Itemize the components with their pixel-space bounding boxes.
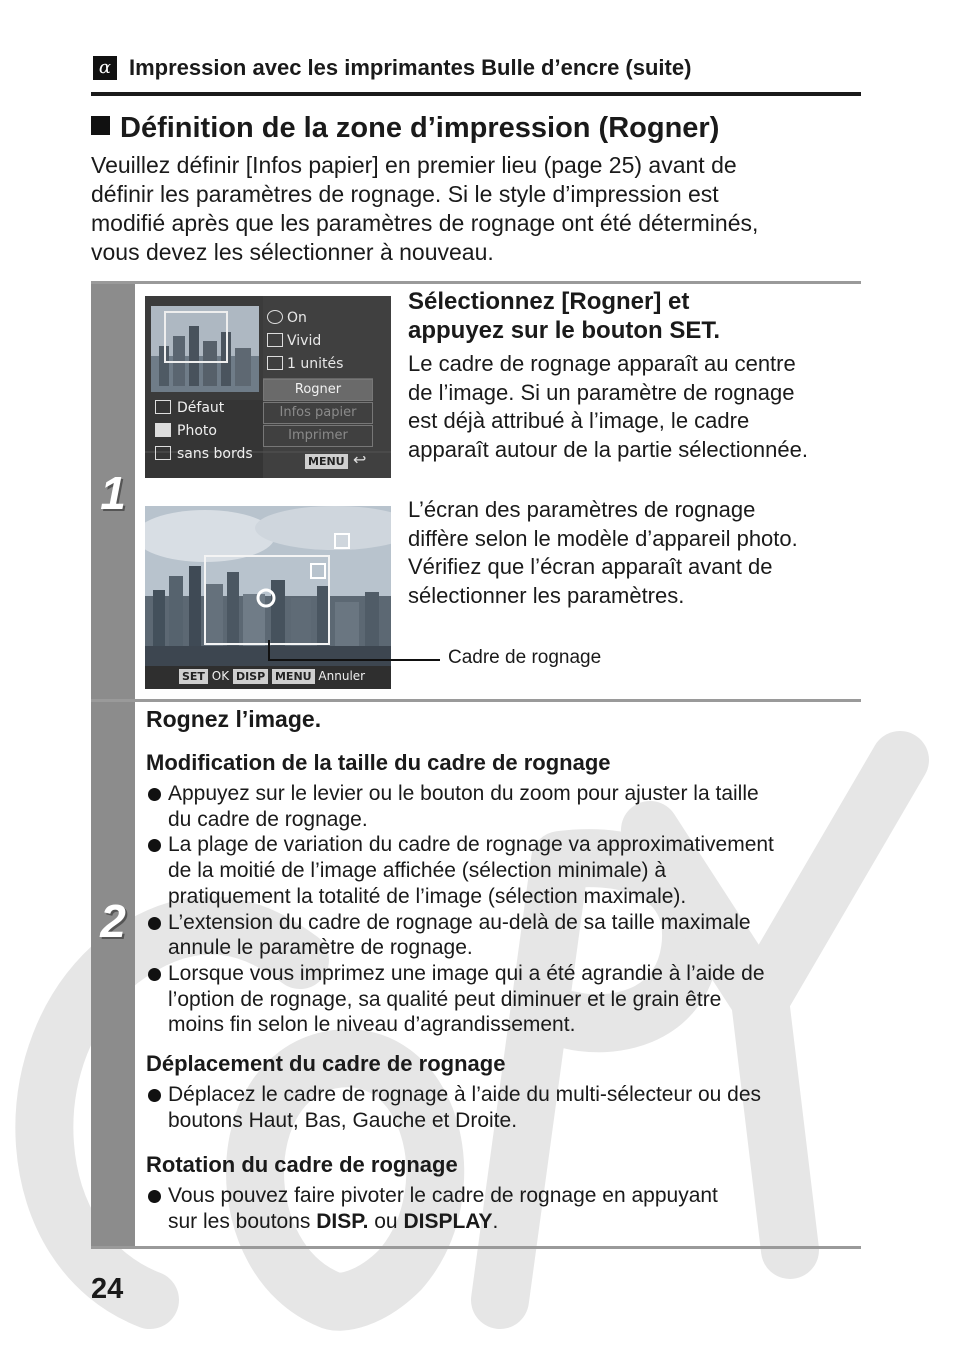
camera-screen-print-menu	[145, 296, 391, 478]
intro-line: vous devez les sélectionner à nouveau.	[91, 239, 494, 265]
page-number: 24	[91, 1273, 124, 1305]
header-title: Impression avec les imprimantes Bulle d’encre (suite)	[129, 55, 692, 80]
step2-number: 2	[100, 895, 126, 947]
display-button-label: DISPLAY	[403, 1209, 493, 1233]
list-item: Appuyez sur le levier ou le bouton du zoom pour ajuster la taille du cadre de rognage.	[146, 781, 861, 832]
option-borderless: sans bords	[155, 443, 253, 465]
intro-paragraph	[91, 151, 861, 267]
paper-settings-button[interactable]: Infos papier	[263, 402, 373, 424]
intro-line: modifié après que les paramètres de rognage ont été déterminés,	[91, 210, 759, 236]
bullet-dot-icon	[148, 1089, 161, 1102]
camera-screen-trimming	[145, 506, 391, 689]
callout-leader-horizontal	[268, 659, 440, 661]
bullet-list-move	[146, 1082, 861, 1133]
option-default: Défaut	[155, 397, 224, 419]
printer-section-icon: α	[93, 56, 117, 80]
page-header	[91, 52, 861, 96]
cancel-label: Annuler	[318, 669, 366, 683]
step2-bar	[91, 702, 135, 1246]
rotate-line-2: sur les boutons DISP. ou DISPLAY.	[168, 1209, 499, 1233]
callout-leader-vertical	[268, 640, 270, 660]
list-item: Lorsque vous imprimez une image qui a été agrandie à l’aide de l’option de rognage, sa qualité peut diminuer et le grain être moins fin selon le niveau d’agrandissement.	[146, 961, 861, 1038]
disp-button-label: DISP.	[316, 1209, 369, 1233]
subsection-title-rotate: Rotation du cadre de rognage	[146, 1152, 458, 1177]
set-tag: SET	[179, 669, 208, 684]
rule-bottom	[91, 1246, 861, 1249]
clock-icon	[267, 310, 283, 324]
menu-item-date: On	[263, 308, 385, 329]
intro-line: définir les paramètres de rognage. Si le style d’impression est	[91, 181, 719, 207]
copies-icon	[267, 356, 283, 370]
section-title	[91, 112, 719, 145]
step1-number: 1	[100, 467, 126, 519]
photo-icon	[155, 423, 171, 437]
bullet-dot-icon	[148, 968, 161, 981]
list-item: Déplacez le cadre de rognage à l’aide du multi-sélecteur ou des boutons Haut, Bas, Gauche et Droite.	[146, 1082, 861, 1133]
step1-paragraph-2: L’écran des paramètres de rognage diffère selon le modèle d’appareil photo. Vérifiez que l’écran apparaît avant de sélectionner les paramètres.	[408, 497, 798, 608]
menu-item-copies: 1 unités	[263, 354, 385, 375]
list-item: Vous pouvez faire pivoter le cadre de rognage en appuyant sur les boutons DISP. ou DISPLAY.	[146, 1183, 861, 1234]
menu-tag: MENU	[305, 454, 348, 469]
rule-middle	[91, 699, 861, 702]
trimming-bottom-bar	[179, 669, 365, 684]
list-item: L’extension du cadre de rognage au-delà de sa taille maximale annule le paramètre de rognage.	[146, 910, 861, 961]
bullet-list-size	[146, 781, 861, 1038]
rule-top	[91, 281, 861, 284]
effect-icon	[267, 333, 283, 347]
print-button[interactable]: Imprimer	[263, 425, 373, 447]
subsection-title-move: Déplacement du cadre de rognage	[146, 1051, 506, 1076]
borderless-icon	[155, 446, 171, 460]
trim-button[interactable]: Rogner	[263, 379, 373, 401]
section-title-text: Définition de la zone d’impression (Rogner)	[120, 112, 720, 144]
disp-tag: DISP	[233, 669, 268, 684]
trimming-city-image	[145, 506, 391, 689]
bullet-dot-icon	[148, 1190, 161, 1203]
ok-label: OK	[211, 669, 230, 683]
step1-bar	[91, 284, 135, 699]
bullet-list-rotate	[146, 1183, 861, 1234]
paper-icon	[155, 400, 171, 414]
intro-line: Veuillez définir [Infos papier] en premier lieu (page 25) avant de	[91, 152, 737, 178]
subsection-title-size: Modification de la taille du cadre de rognage	[146, 750, 611, 775]
list-item: La plage de variation du cadre de rognage va approximativement de la moitié de l’image affichée (sélection minimale) à pratiquement la totalité de l’image (sélection maximale).	[146, 832, 861, 909]
step2-title: Rognez l’image.	[146, 706, 322, 732]
bullet-dot-icon	[148, 788, 161, 801]
menu-item-effect: Vivid	[263, 331, 385, 352]
bullet-dot-icon	[148, 839, 161, 852]
back-icon: ↩	[353, 450, 367, 469]
callout-trimming-frame: Cadre de rognage	[448, 647, 602, 668]
bullet-dot-icon	[148, 917, 161, 930]
option-photo: Photo	[155, 420, 217, 442]
square-bullet-icon	[91, 116, 110, 135]
step1-paragraph-1: Le cadre de rognage apparaît au centre de l’image. Si un paramètre de rognage est déjà attribué à l’image, le cadre apparaît autour de la partie sélectionnée.	[408, 351, 808, 462]
step1-title: Sélectionnez [Rogner] et appuyez sur le bouton SET.	[408, 288, 721, 344]
menu-tag-2: MENU	[272, 669, 315, 684]
